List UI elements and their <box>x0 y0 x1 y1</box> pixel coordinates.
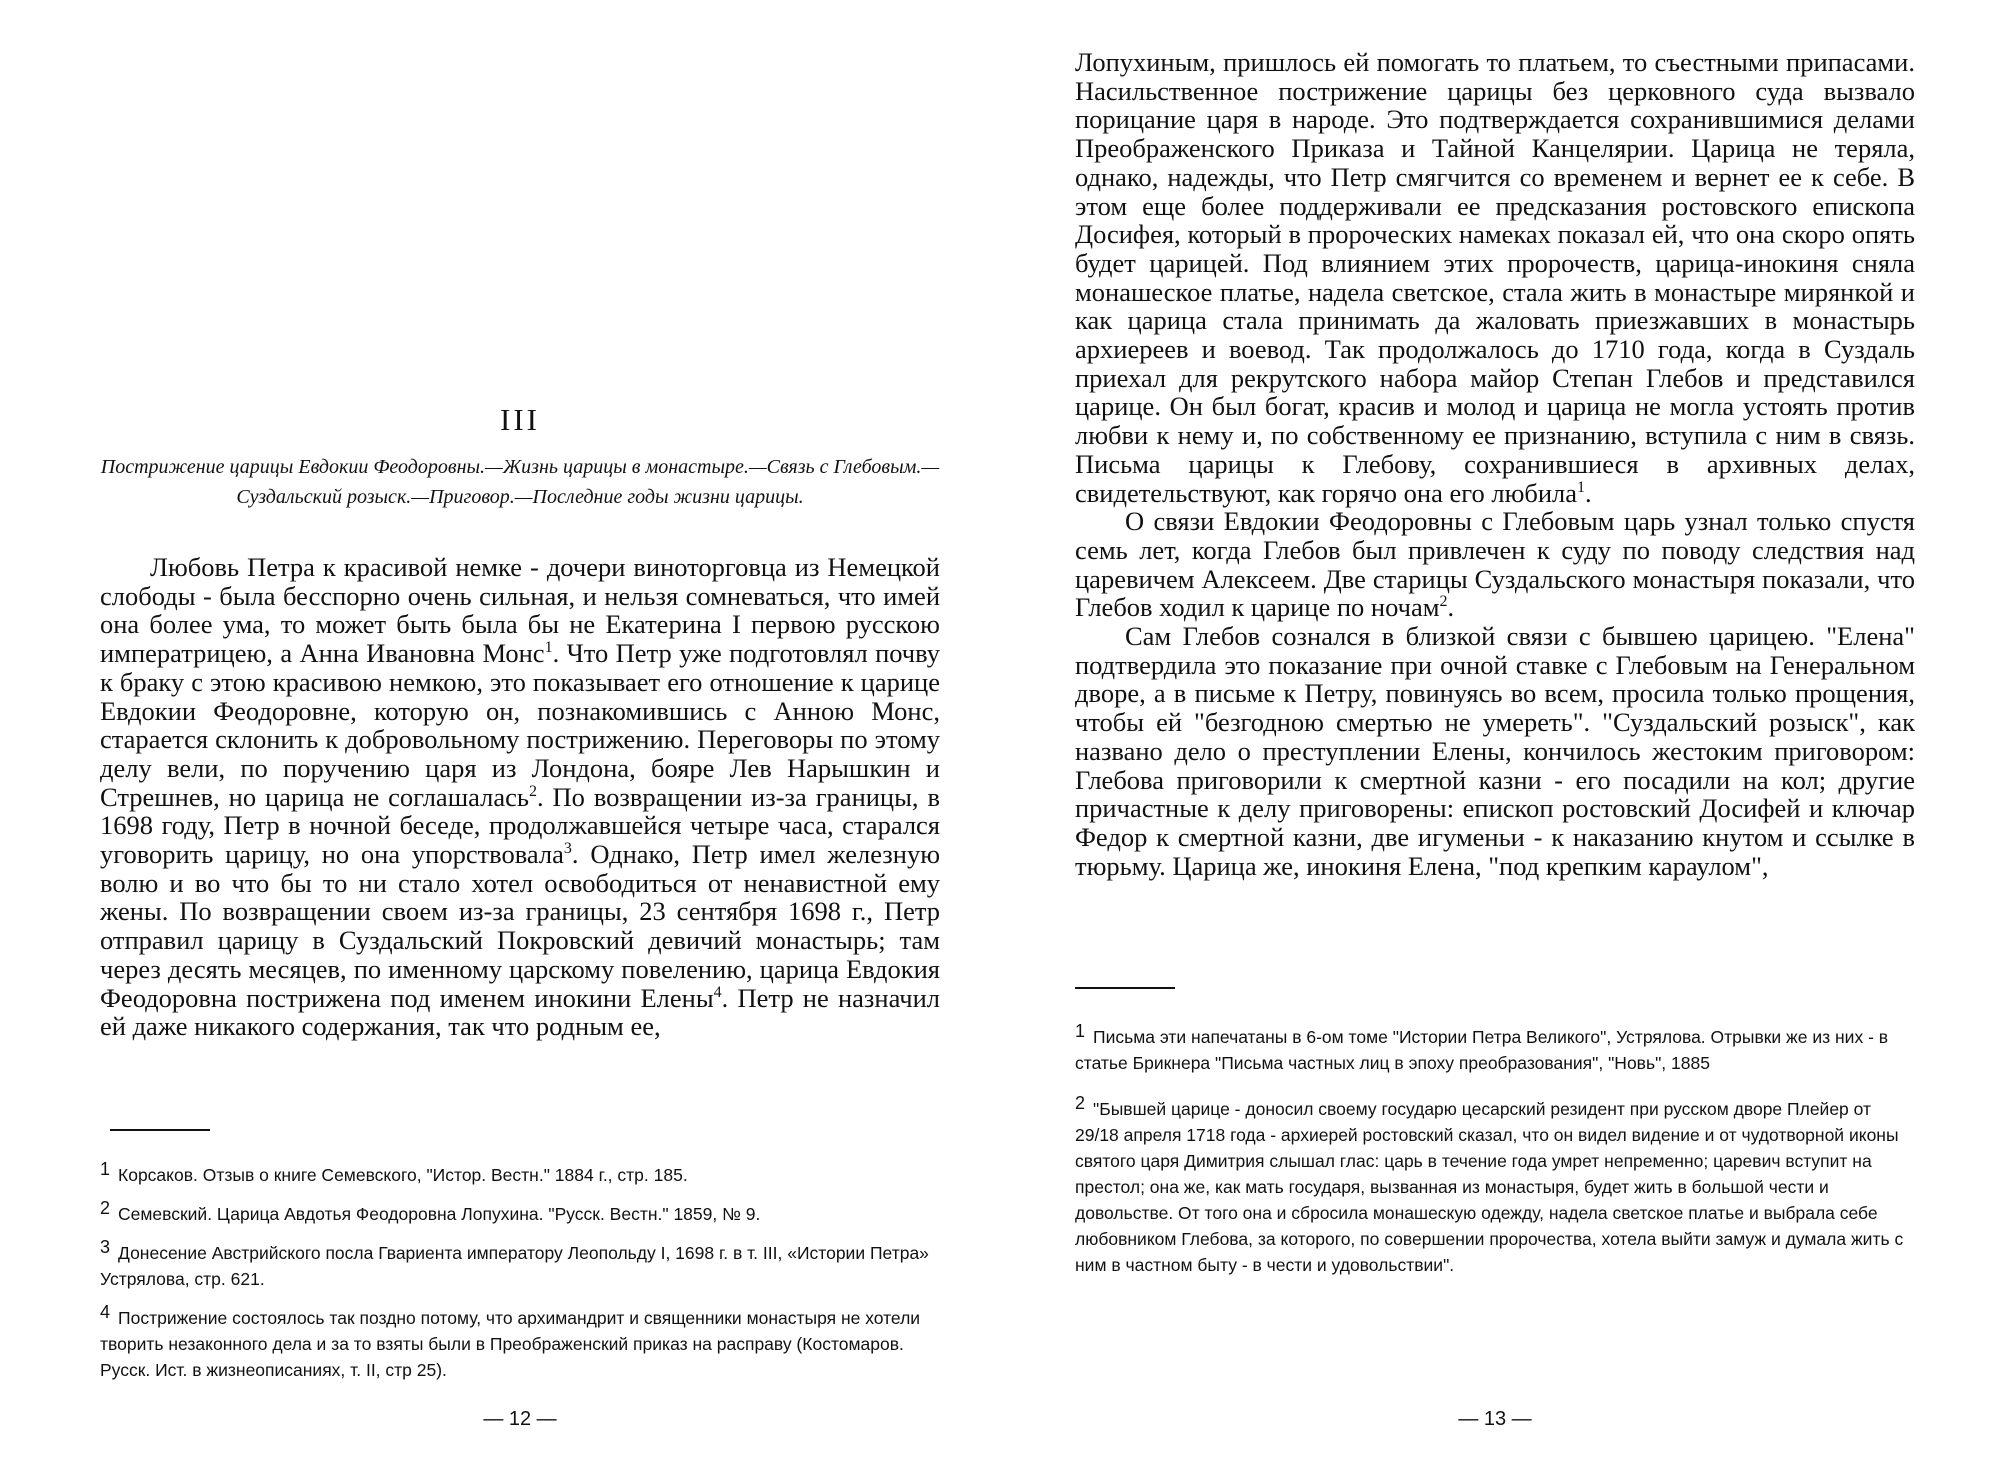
footnote-number: 1 <box>1075 1021 1086 1041</box>
paragraph <box>100 553 940 1041</box>
footnote-ref: 4 <box>713 983 722 1001</box>
footnote-text: "Бывшей царице - доносил своему государю цесарский резидент при русском дворе Плейер от 29/18 апреля 1718 года - архиерей ростовский сказал, что он видел видение и от чудотворной иконы святого царя Димитрия слышал глас: царь в течение года умрет непременно; царевич вступит на престол; она же, как мать государя, вызванная из монастыря, будет жить в большой чести и довольстве. От того она и сбросила монашескую одежду, надела светское платье и выбрала себе любовником Глебова, за которого, по совершении пророчества, хотела выйти замуж и думала жить с ним в частном быту - в чести и удовольствии". <box>1075 1099 1904 1275</box>
footnote-text: Донесение Австрийского посла Гвариента императору Леопольду I, 1698 г. в т. III, «Истории Петра» Устрялова, стр. 621. <box>100 1243 929 1289</box>
footnote-divider <box>110 1129 210 1131</box>
footnote-number: 1 <box>100 1159 111 1179</box>
footnote-text: Письма эти напечатаны в 6-ом томе "Истории Петра Великого", Устрялова. Отрывки же из них - в статье Брикнера "Письма частных лиц в эпоху преобразования", "Новь", 1885 <box>1075 1027 1889 1073</box>
footnote-ref: 2 <box>1439 593 1448 611</box>
footnote-number: 3 <box>100 1237 111 1257</box>
left-page <box>100 0 940 1470</box>
paragraph-text: . Что Петр уже подготовлял почву к браку с этою красивою немкою, это показывает его отношение к царице Евдокии Феодоровне, которую он, познакомившись с Анною Монс, старается склонить к добровольному пострижению. Переговоры по этому делу вели, по поручению царя из Лондона, бояре Лев Нарышкин и Стрешнев, но царица не соглашалась <box>100 638 940 812</box>
footnote-divider <box>1075 987 1175 989</box>
paragraph <box>1075 507 1915 622</box>
paragraph-text: . По возвращении из-за границы, в 1698 году, Петр в ночной беседе, продолжавшейся четыре часа, старался уговорить царицу, но она упорствовала <box>100 781 940 870</box>
paragraph-text: Лопухиным, пришлось ей помогать то платьем, то съестными припасами. Насильственное пострижение царицы без церковного суда вызвало порицание царя в народе. Это подтверждается сохранившимися делами Преображенского Приказа и Тайной Канцелярии. Царица не теряла, однако, надежды, что Петр смягчится со временем и вернет ее к себе. В этом еще более поддерживали ее предсказания ростовского епископа Досифея, который в пророческих намеках показал ей, что она скоро опять будет царицей. Под влиянием этих пророчеств, царица-инокиня сняла монашеское платье, надела светское, стала жить в монастыре мирянкой и как царица стала принимать да жаловать приезжавших в монастырь архиереев и воевод. Так продолжалось до 1710 года, когда в Суздаль приехал для рекрутского набора майор Степан Глебов и представился царице. Он был богат, красив и молод и царица не могла устоять против любви к нему и, по собственному ее признанию, вступила с ним в связь. Письма царицы к Глебову, сохранившиеся в архивных делах, свидетельствуют, как горячо она его любила <box>1075 47 1915 508</box>
right-footnotes <box>1075 1018 1915 1285</box>
paragraph <box>1075 48 1915 507</box>
paragraph-text: . Однако, Петр имел железную волю и во что бы то ни стало хотел освободиться от ненавистной ему жены. По возвращении своем из-за границы, 23 сентября 1698 г., Петр отправил царицу в Суздальский Покровский девичий монастырь; там через десять месяцев, по именному царскому повелению, царица Евдокия Феодоровна пострижена под именем инокини Елены <box>100 839 941 1013</box>
footnote-ref: 1 <box>1577 478 1586 496</box>
footnote <box>1075 1090 1915 1278</box>
page-number: — 13 — <box>1458 1408 1532 1430</box>
footnote-text: Пострижение состоялось так поздно потому, что архимандрит и священники монастыря не хотели творить незаконного дела и за то взяты были в Преображенский приказ на расправу (Костомаров. Русск. Ист. в жизнеописаниях, т. II, стр 25). <box>100 1308 921 1380</box>
paragraph-text: Любовь Петра к красивой немке - дочери виноторговца из Немецкой слободы - была бесспорно очень сильная, и нельзя сомневаться, что имей она более ума, то может быть была бы не Екатерина I первою русскою императрицею, а Анна Ивановна Монс <box>100 552 940 669</box>
footnote-number: 2 <box>1075 1093 1086 1113</box>
paragraph-text: . <box>1447 592 1455 623</box>
left-body-text <box>100 553 940 1041</box>
footnote-text: Корсаков. Отзыв о книге Семевского, "Истор. Вестн." 1884 г., стр. 185. <box>118 1165 688 1185</box>
paragraph-text: О связи Евдокии Феодоровны с Глебовым царь узнал только спустя семь лет, когда Глебов был привлечен к суду по поводу следствия над царевичем Алексеем. Две старицы Суздальского монастыря показали, что Глебов ходил к царице по ночам <box>1075 506 1915 623</box>
footnote <box>100 1299 940 1383</box>
paragraph-text: . <box>1585 477 1592 508</box>
footnote-number: 2 <box>100 1198 111 1218</box>
left-footnotes <box>100 1156 940 1390</box>
footnote <box>100 1156 940 1188</box>
footnote-text: Семевский. Царица Авдотья Феодоровна Лопухина. "Русск. Вестн." 1859, № 9. <box>118 1204 761 1224</box>
chapter-number: III <box>500 402 540 437</box>
footnote <box>1075 1018 1915 1076</box>
footnote-number: 4 <box>100 1302 111 1322</box>
page-number: — 12 — <box>483 1408 557 1430</box>
chapter-subtitle: Пострижение царицы Евдокии Феодоровны.—Жизнь царицы в монастыре.—Связь с Глебовым.—Суздальский розыск.—Приговор.—Последние годы жизни царицы. <box>100 456 940 508</box>
footnote <box>100 1234 940 1292</box>
footnote-ref: 2 <box>528 782 537 800</box>
paragraph: Сам Глебов сознался в близкой связи с бывшею царицею. "Елена" подтвердила это показание при очной ставке с Глебовым на Генеральном дворе, а в письме к Петру, повинуясь во всем, просила только прощения, чтобы ей "безгодною смертью не умереть". "Суздальский розыск", как названо дело о преступлении Елены, кончилось жестоким приговором: Глебова приговорили к смертной казни - его посадили на кол; другие причастные к делу приговорены: епископ ростовский Досифей и ключар Федор к смертной казни, две игуменьи - к наказанию кнутом и ссылке в тюрьму. Царица же, инокиня Елена, "под крепким караулом", <box>1075 621 1915 881</box>
footnote-ref: 1 <box>544 639 553 657</box>
paragraph-text: . Петр не назначил ей даже никакого содержания, так что родным ее, <box>100 982 940 1042</box>
footnote <box>100 1195 940 1227</box>
right-page <box>1075 0 1915 1470</box>
footnote-ref: 3 <box>563 840 572 858</box>
right-body-text <box>1075 48 1915 880</box>
